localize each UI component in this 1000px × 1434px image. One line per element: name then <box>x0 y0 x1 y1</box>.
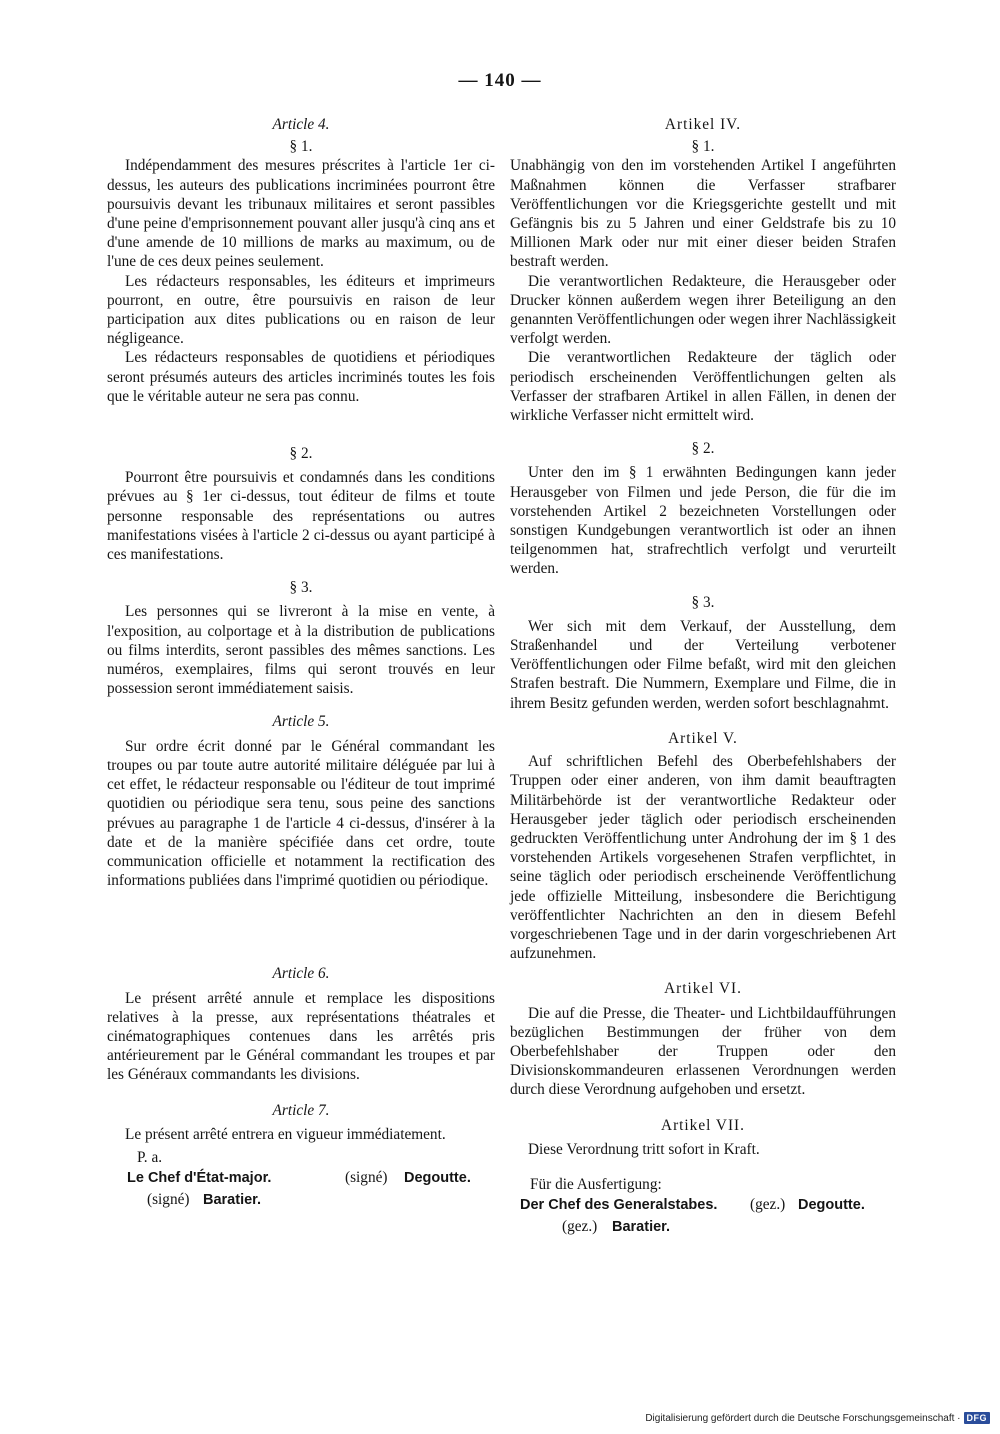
article-6-heading-fr: Article 6. <box>272 965 330 983</box>
section-3-label-de: § 3. <box>691 593 715 611</box>
sig-fuer-ausfertigung: Für die Ausfertigung: <box>530 1175 662 1193</box>
article-5-heading-de: Artikel V. <box>668 729 738 747</box>
footer-text: Digitalisierung gefördert durch die Deutsche Forschungsgemeinschaft · <box>645 1412 961 1424</box>
article-4-s1-para2-de: Die verantwortlichen Redakteure, die Herausgeber oder Drucker können außerdem wegen ihrer Beteiligung an den genannten Veröffentlichungen oder wegen ihrer Nachlässigkeit verfolgt werden. <box>510 272 896 348</box>
signature-block-de <box>510 1175 896 1237</box>
section-1-label-fr: § 1. <box>289 138 313 156</box>
sig-baratier-fr: Baratier. <box>203 1191 262 1208</box>
section-3-label-fr: § 3. <box>289 579 313 597</box>
sig-baratier-de: Baratier. <box>612 1218 671 1235</box>
article-4-s1-para1-de: Unabhängig von den im vorstehenden Artikel I angeführten Maßnahmen können die Verfasser strafbarer Veröffentlichungen vor die Kriegsgerichte gestellt und mit Gefängnis bis zu 5 Jahren und einer Geldstrafe bis zu 10 Millionen Mark oder nur mit einer dieser beiden Strafen bestraft werden. <box>510 157 896 271</box>
sig-pa: P. a. <box>137 1148 163 1166</box>
sig-gez-2: (gez.) <box>562 1217 598 1235</box>
article-6-heading-de: Artikel VI. <box>664 980 742 998</box>
article-4-s2-para-de: Unter den im § 1 erwähnten Bedingungen kann jeder Herausgeber von Filmen und jede Person, die für die im vorstehenden Artikel 2 bezeichneten Vorstellungen oder sonstigen Kundgebungen verantwortlich ist oder an ihnen teilgenommen hat, strafrechtlich verfolgt und verurteilt werden. <box>510 464 896 578</box>
article-4-s2-para-fr: Pourront être poursuivis et condamnés dans les conditions prévues au § 1er ci-dessus, tout éditeur de films et toute personne responsable des représentations ou autres manifestations visées à l'article 2 ci-dessus ou ayant participé à ces manifestations. <box>107 469 495 564</box>
article-6-para-fr: Le présent arrêté annule et remplace les dispositions relatives à la presse, aux représentations théatrales et cinématographiques contenues dans les arrêtés pris antérieurement par le Général commandant les troupes et par les Généraux commandants les divisions. <box>107 989 495 1084</box>
article-4-s3-para-de: Wer sich mit dem Verkauf, der Ausstellung, dem Straßenhandel und der Verteilung verbotener Veröffentlichungen oder Filme befaßt, wird mit den gleichen Strafen bestraft. Die Nummern, Exemplare und Filme, die in ihrem Besitz gefunden werden, werden sofort beschlagnahmt. <box>510 617 896 712</box>
article-7-para-de: Diese Verordnung tritt sofort in Kraft. <box>528 1140 760 1158</box>
section-2-label-fr: § 2. <box>289 445 313 463</box>
article-4-s3-para-fr: Les personnes qui se livreront à la mise en vente, à l'exposition, au colportage et à la distribution de publications ou films interdits, seront passibles des mêmes sanctions. Les numéros, exemplaires, films qui seront trouvés en leur possession seront immédiatement saisis. <box>107 603 495 698</box>
signature-block-fr <box>107 1148 495 1210</box>
sig-chef-fr: Le Chef d'État-major. <box>127 1169 272 1186</box>
sig-degoutte-fr: Degoutte. <box>404 1169 471 1186</box>
sig-degoutte-de: Degoutte. <box>798 1196 865 1213</box>
section-1-label-de: § 1. <box>691 138 715 156</box>
article-7-heading-fr: Article 7. <box>272 1101 330 1119</box>
digitization-footer <box>645 1412 990 1424</box>
article-4-s1-para2-fr: Les rédacteurs responsables, les éditeurs et imprimeurs pourront, en outre, être poursuivis en raison de leur participation aux dites publications ou en raison de leur négligeance. <box>107 272 495 348</box>
article-7-para-fr: Le présent arrêté entrera en vigueur immédiatement. <box>125 1125 446 1143</box>
sig-chef-de: Der Chef des Generalstabes. <box>520 1196 718 1213</box>
article-4-s1-para3-fr: Les rédacteurs responsables de quotidiens et périodiques seront présumés auteurs des articles incriminés toutes les fois que le véritable auteur ne sera pas connu. <box>107 349 495 405</box>
sig-signe-2: (signé) <box>147 1190 190 1208</box>
article-4-s1-para1-fr: Indépendamment des mesures préscrites à l'article 1er ci-dessus, les auteurs des publications incriminées pourront être poursuivis devant les tribunaux militaires et seront passibles d'une peine d'emprisonnement pouvant aller jusqu'à cinq ans et d'une amende de 10 millions de marks au maximum, ou de l'une de ces deux peines seulement. <box>107 157 495 271</box>
article-5-para-fr: Sur ordre écrit donné par le Général commandant les troupes ou par toute autre autorité militaire déléguée par lui à cet effet, le rédacteur responsable ou l'éditeur de tout imprimé quotidien ou périodique sera tenu, sous peine des sanctions prévues au paragraphe 1 de l'article 4 ci-dessus, d'insérer à la date et de la manière spécifiée dans cet ordre, toute communication officielle et notamment la rectification des informations publiées dans l'imprimé quotidien ou périodique. <box>107 737 495 890</box>
french-column <box>107 115 495 1210</box>
article-6-para-de: Die auf die Presse, die Theater- und Lichtbildaufführungen bezüglichen Bestimmungen der früher von dem Oberbefehlshaber der Truppen oder den Divisionskommandeuren erlassenen Verordnungen werden durch diese Verordnung aufgehoben und ersetzt. <box>510 1004 896 1099</box>
sig-signe-1: (signé) <box>345 1168 388 1186</box>
article-4-s1-para3-de: Die verantwortlichen Redakteure der täglich oder periodisch erscheinenden Veröffentlichungen gelten als Verfasser der strafbaren Artikel in allen Fällen, in denen der wirkliche Verfasser nicht ermittelt wird. <box>510 349 896 425</box>
article-5-para-de: Auf schriftlichen Befehl des Oberbefehlshabers der Truppen oder einer anderen, von ihm damit beauftragten Militärbehörde ist der verantwortliche Redakteur oder Herausgeber jeder täglich oder periodisch erscheinenden gedruckten Veröffentlichung unter Androhung der im § 1 des vorstehenden Artikels vorgesehenen Strafen verpflichtet, in seine täglich oder periodisch erscheinende Veröffentlichung jede offizielle Mitteilung, insbesondere die Berichtigung veröffentlichter Nachrichten an den in diesem Befehl vorgeschriebenen Tage und in der darin vorgeschriebenen Art aufzunehmen. <box>510 753 896 963</box>
dfg-logo-icon: DFG <box>964 1412 991 1424</box>
section-2-label-de: § 2. <box>691 440 715 458</box>
sig-gez-1: (gez.) <box>750 1195 786 1213</box>
article-4-heading-fr: Article 4. <box>272 116 330 133</box>
article-7-heading-de: Artikel VII. <box>661 1116 745 1134</box>
article-5-heading-fr: Article 5. <box>272 713 330 731</box>
article-4-heading-de: Artikel IV. <box>664 116 742 133</box>
page-number: — 140 — <box>458 70 542 91</box>
german-column <box>510 115 896 1237</box>
